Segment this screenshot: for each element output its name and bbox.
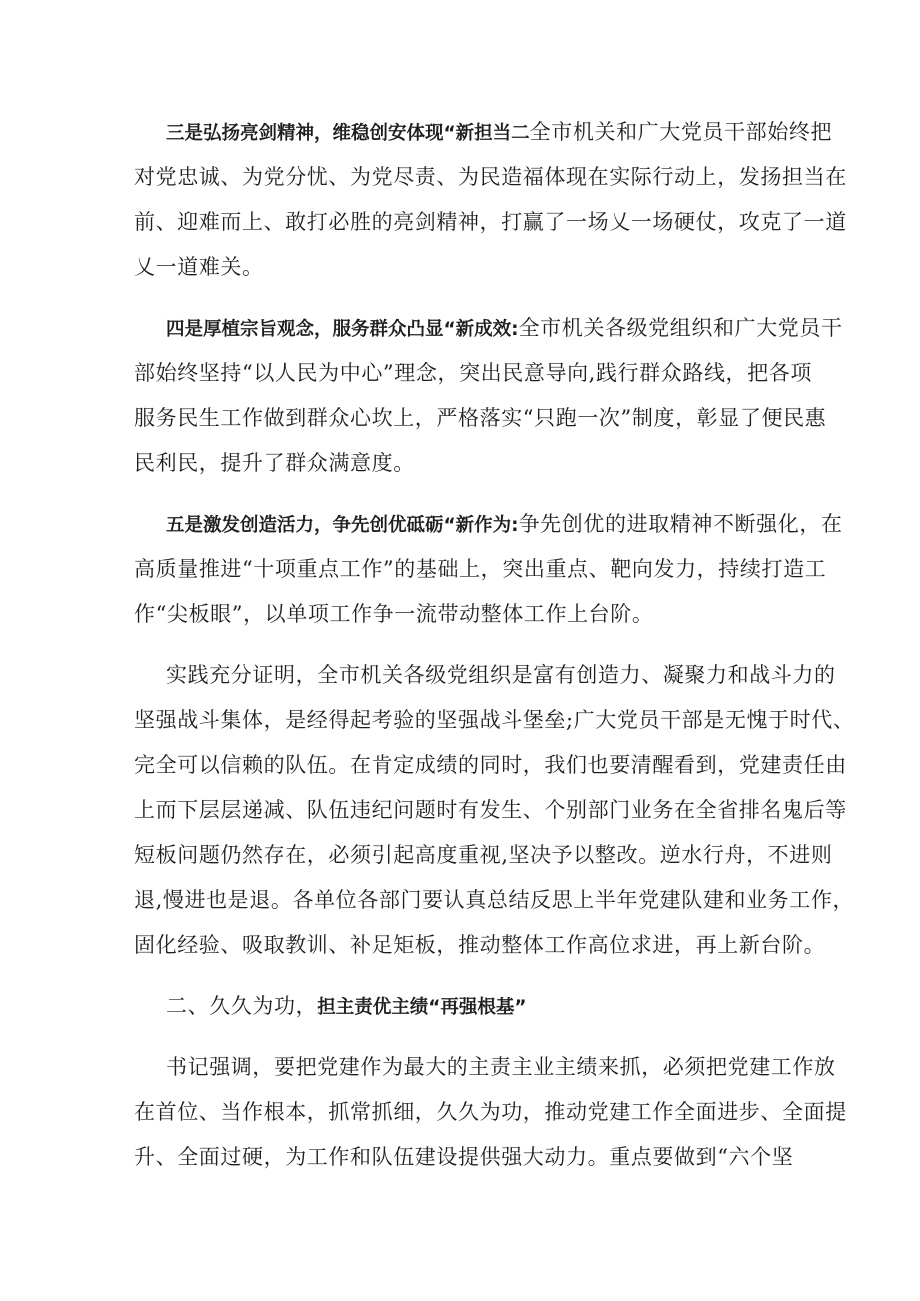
paragraph-line: 部始终坚持“以人民为中心”理念，突出民意导向,践行群众路线，把各项 [134,361,812,385]
section-heading [166,984,766,1029]
paragraph-line: 书记强调，要把党建作为最大的主责主业主绩来抓，必须把党建工作放 [166,1055,836,1079]
paragraph-line: 实践充分证明，全市机关各级党组织是富有创造力、凝聚力和战斗力的 [166,663,836,687]
paragraph-3-sword-spirit [134,110,847,290]
paragraph-line: 升、全面过硬，为工作和队伍建设提供强大动力。重点要做到“六个坚 [134,1145,794,1169]
document-body [134,110,855,1196]
paragraph-secretary-emphasis [134,1045,847,1180]
paragraph-line: 乂一道难关。 [134,255,264,279]
paragraph-line: 对党忠诚、为党分忧、为党尽责、为民造福体现在实际行动上，发扬担当在 [134,165,847,189]
paragraph-text: 争先创优的进取精神不断强化，在 [518,512,843,536]
paragraph-line: 高质量推进“十项重点工作”的基础上，突出重点、靶向发力，持续打造工 [134,557,827,581]
paragraph-line: 短板问题仍然存在，必须引起高度重视,坚决予以整改。逆水行舟，不进则 [134,843,833,867]
paragraph-text: 全市机关各级党组织和广大党员干 [518,316,843,340]
paragraph-lead: 五是激发创造活力，争先创优砥砺“新作为: [166,515,519,536]
paragraph-line: 服务民生工作做到群众心坎上，严格落实“只跑一次”制度，彰显了便民惠 [134,406,827,430]
section-heading-line [166,984,766,1029]
paragraph-4-serve-masses [134,306,843,486]
paragraph-line: 作“尖板眼”，以单项工作争一流带动整体工作上台阶。 [134,602,654,626]
paragraph-line: 前、迎难而上、敢打必胜的亮剑精神，打赢了一场乂一场硬仗，攻克了一道 [134,210,847,234]
paragraph-line: 固化经验、吸取教训、补足矩板，推动整体工作高位求进，再上新台阶。 [134,933,826,957]
paragraph-line: 上而下层层递减、队伍违纪问题时有发生、个别部门业务在全省排名鬼后等 [134,798,847,822]
paragraph-text: 全市机关和广大党员干部始终把 [529,120,833,144]
paragraph-line [166,306,843,351]
paragraph-line [166,110,833,155]
paragraph-5-creative-vitality [134,502,843,637]
paragraph-line: 完全可以信赖的队伍。在肯定成绩的同时，我们也要清醒看到，党建责任由 [134,753,847,777]
paragraph-practice-proves [134,653,855,968]
paragraph-line: 退,慢进也是退。各单位各部门要认真总结反思上半年党建队建和业务工作， [134,888,855,912]
paragraph-line: 在首位、当作根本，抓常抓细，久久为功，推动党建工作全面进步、全面提 [134,1100,847,1124]
section-heading-prefix: 二、久久为功， [166,994,318,1018]
paragraph-line [166,502,843,547]
paragraph-line: 民利民，提升了群众满意度。 [134,451,415,475]
paragraph-lead: 四是厚植宗旨观念，服务群众凸显“新成效: [166,319,519,340]
paragraph-lead: 三是弘扬亮剑精神，维稳创安体现“新担当二 [166,123,530,144]
section-heading-title: 担主责优主绩“再强根基” [317,997,527,1018]
paragraph-line: 坚强战斗集体，是经得起考验的坚强战斗堡垒;广大党员干部是无愧于时代、 [134,708,855,732]
